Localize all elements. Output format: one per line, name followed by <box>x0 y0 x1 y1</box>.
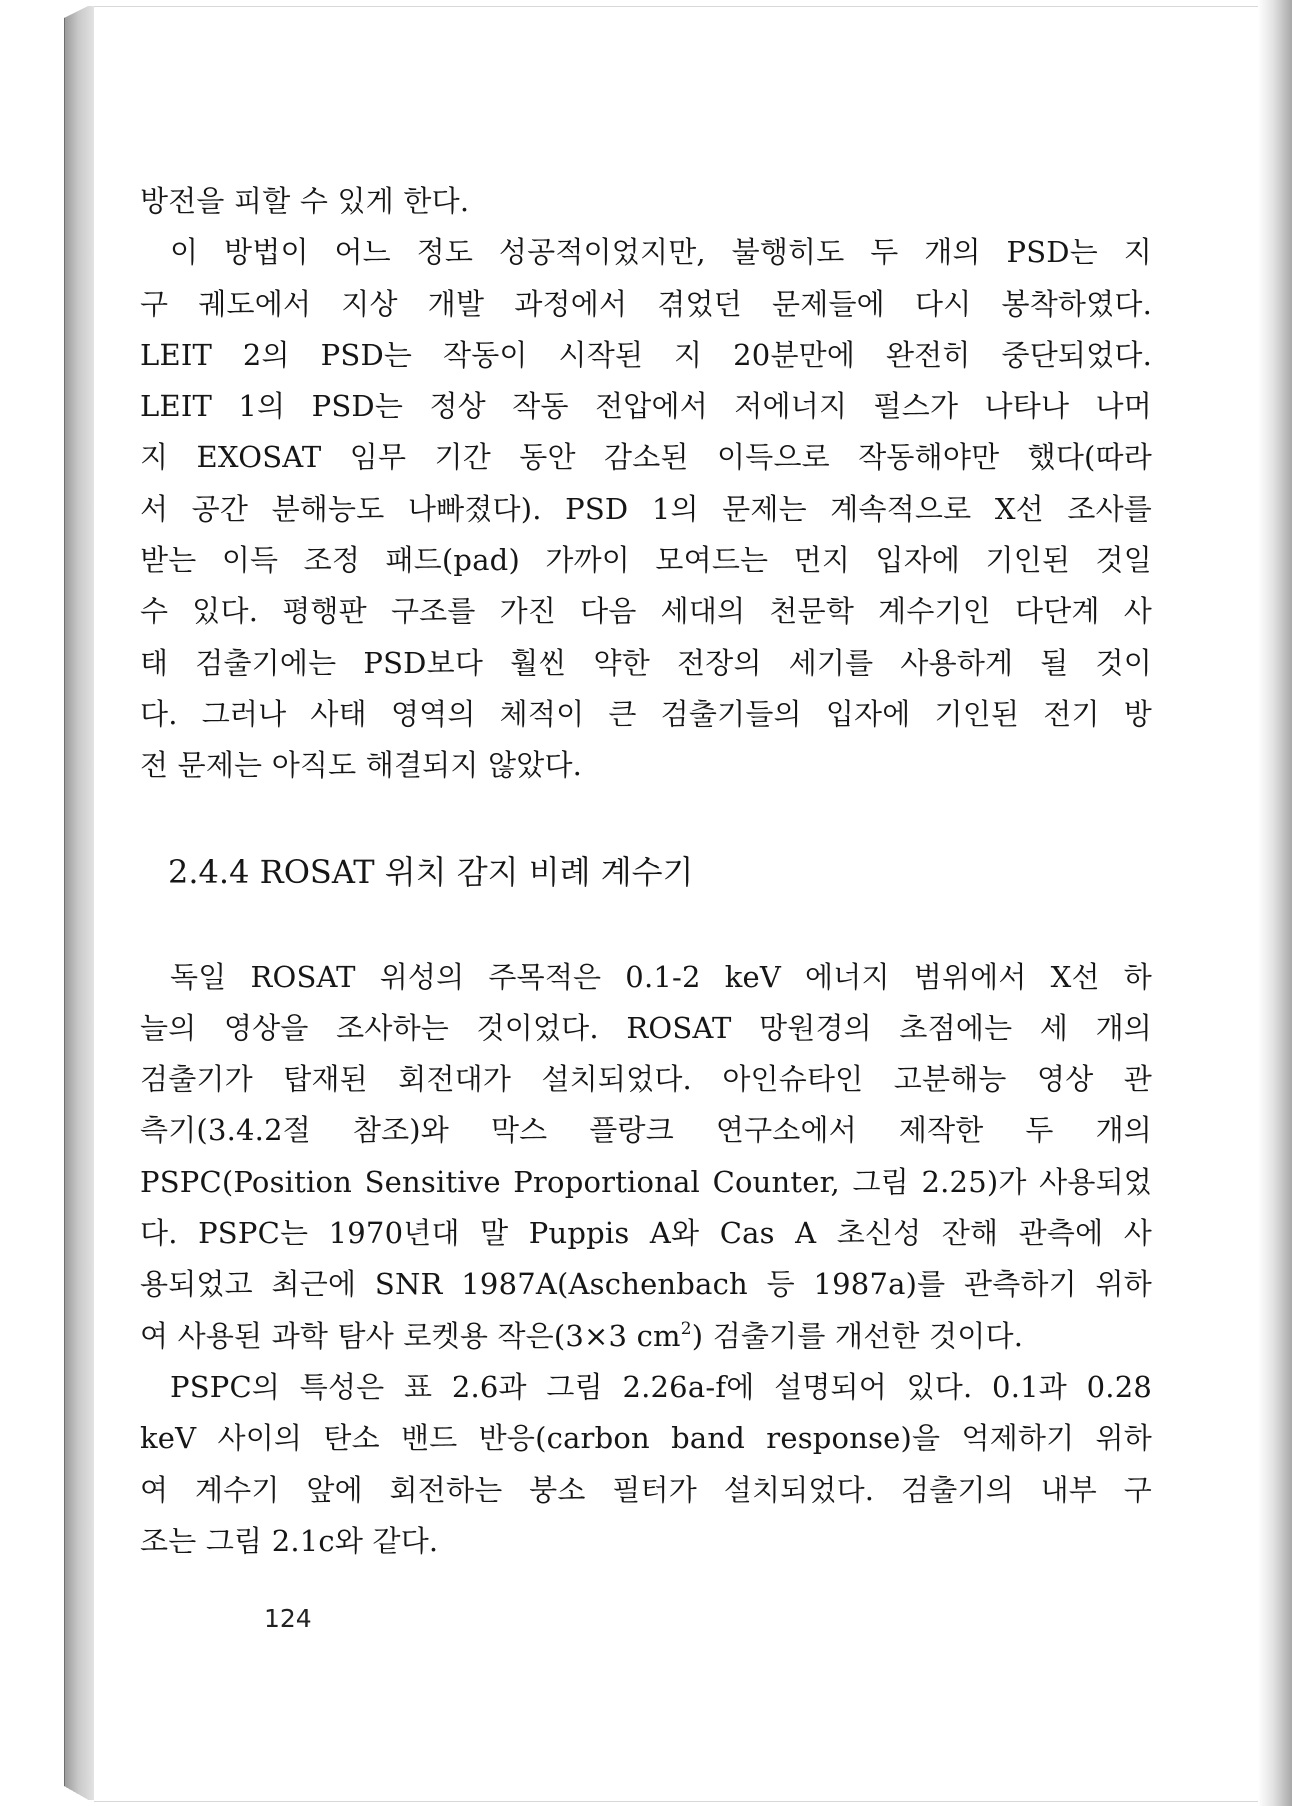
text-line: PSPC(Position Sensitive Proportional Counter, 그림 2.25)가 사용되었 <box>140 1164 1152 1199</box>
page-stack-top-corner <box>64 4 92 18</box>
text-line: 검출기가 탑재된 회전대가 설치되었다. 아인슈타인 고분해능 영상 관 <box>140 1062 1152 1097</box>
text-segment: ) 검출기를 개선한 것이다. <box>691 1318 1024 1353</box>
text-line-with-superscript <box>140 1311 1152 1362</box>
paragraph-1 <box>140 176 1152 227</box>
page-content <box>140 176 1152 1567</box>
text-line: 수 있다. 평행판 구조를 가진 다음 세대의 천문학 계수기인 다단계 사 <box>140 594 1152 629</box>
right-edge-shadow <box>1258 0 1292 1806</box>
page-stack-edge <box>64 6 95 1800</box>
text-line: keV 사이의 탄소 밴드 반응(carbon band response)을 억제하기 위하 <box>140 1421 1152 1456</box>
text-line: LEIT 2의 PSD는 작동이 시작된 지 20분만에 완전히 중단되었다. <box>140 337 1152 372</box>
paragraph-4 <box>140 1362 1152 1567</box>
text-line: 독일 ROSAT 위성의 주목적은 0.1-2 keV 에너지 범위에서 X선 하 <box>170 959 1152 994</box>
text-line: 측기(3.4.2절 참조)와 막스 플랑크 연구소에서 제작한 두 개의 <box>140 1113 1152 1148</box>
section-heading: 2.4.4 ROSAT 위치 감지 비례 계수기 <box>168 852 694 891</box>
text-line: 조는 그림 2.1c와 같다. <box>140 1523 439 1558</box>
text-segment: 여 사용된 과학 탐사 로켓용 작은(3×3 cm <box>140 1318 681 1353</box>
text-line: 받는 이득 조정 패드(pad) 가까이 모여드는 먼지 입자에 기인된 것일 <box>140 543 1152 578</box>
paragraph-3 <box>140 952 1152 1362</box>
text-line: 지 EXOSAT 임무 기간 동안 감소된 이득으로 작동해야만 했다(따라 <box>140 440 1152 475</box>
text-line: 구 궤도에서 지상 개발 과정에서 겪었던 문제들에 다시 봉착하였다. <box>140 286 1152 321</box>
text-line: 전 문제는 아직도 해결되지 않았다. <box>140 748 583 783</box>
text-line: PSPC의 특성은 표 2.6과 그림 2.26a-f에 설명되어 있다. 0.1과 0.28 <box>170 1369 1152 1404</box>
page-number: 124 <box>264 1604 312 1633</box>
text-line: 늘의 영상을 조사하는 것이었다. ROSAT 망원경의 초점에는 세 개의 <box>140 1010 1152 1045</box>
superscript: 2 <box>680 1318 692 1339</box>
text-line: 용되었고 최근에 SNR 1987A(Aschenbach 등 1987a)를 관측하기 위하 <box>140 1267 1152 1302</box>
page-stack-bottom-corner <box>64 1786 92 1802</box>
text-line: 다. PSPC는 1970년대 말 Puppis A와 Cas A 초신성 잔해 관측에 사 <box>140 1216 1152 1251</box>
text-line: 서 공간 분해능도 나빠졌다). PSD 1의 문제는 계속적으로 X선 조사를 <box>140 491 1152 526</box>
text-line: 이 방법이 어느 정도 성공적이었지만, 불행히도 두 개의 PSD는 지 <box>170 235 1152 270</box>
paragraph-2 <box>140 227 1152 791</box>
text-line: 다. 그러나 사태 영역의 체적이 큰 검출기들의 입자에 기인된 전기 방 <box>140 696 1152 731</box>
text-line: 여 계수기 앞에 회전하는 붕소 필터가 설치되었다. 검출기의 내부 구 <box>140 1472 1152 1507</box>
text-line: 방전을 피할 수 있게 한다. <box>140 184 470 218</box>
text-line: 태 검출기에는 PSD보다 훨씬 약한 전장의 세기를 사용하게 될 것이 <box>140 645 1152 680</box>
text-line: LEIT 1의 PSD는 정상 작동 전압에서 저에너지 펄스가 나타나 나머 <box>140 389 1152 424</box>
